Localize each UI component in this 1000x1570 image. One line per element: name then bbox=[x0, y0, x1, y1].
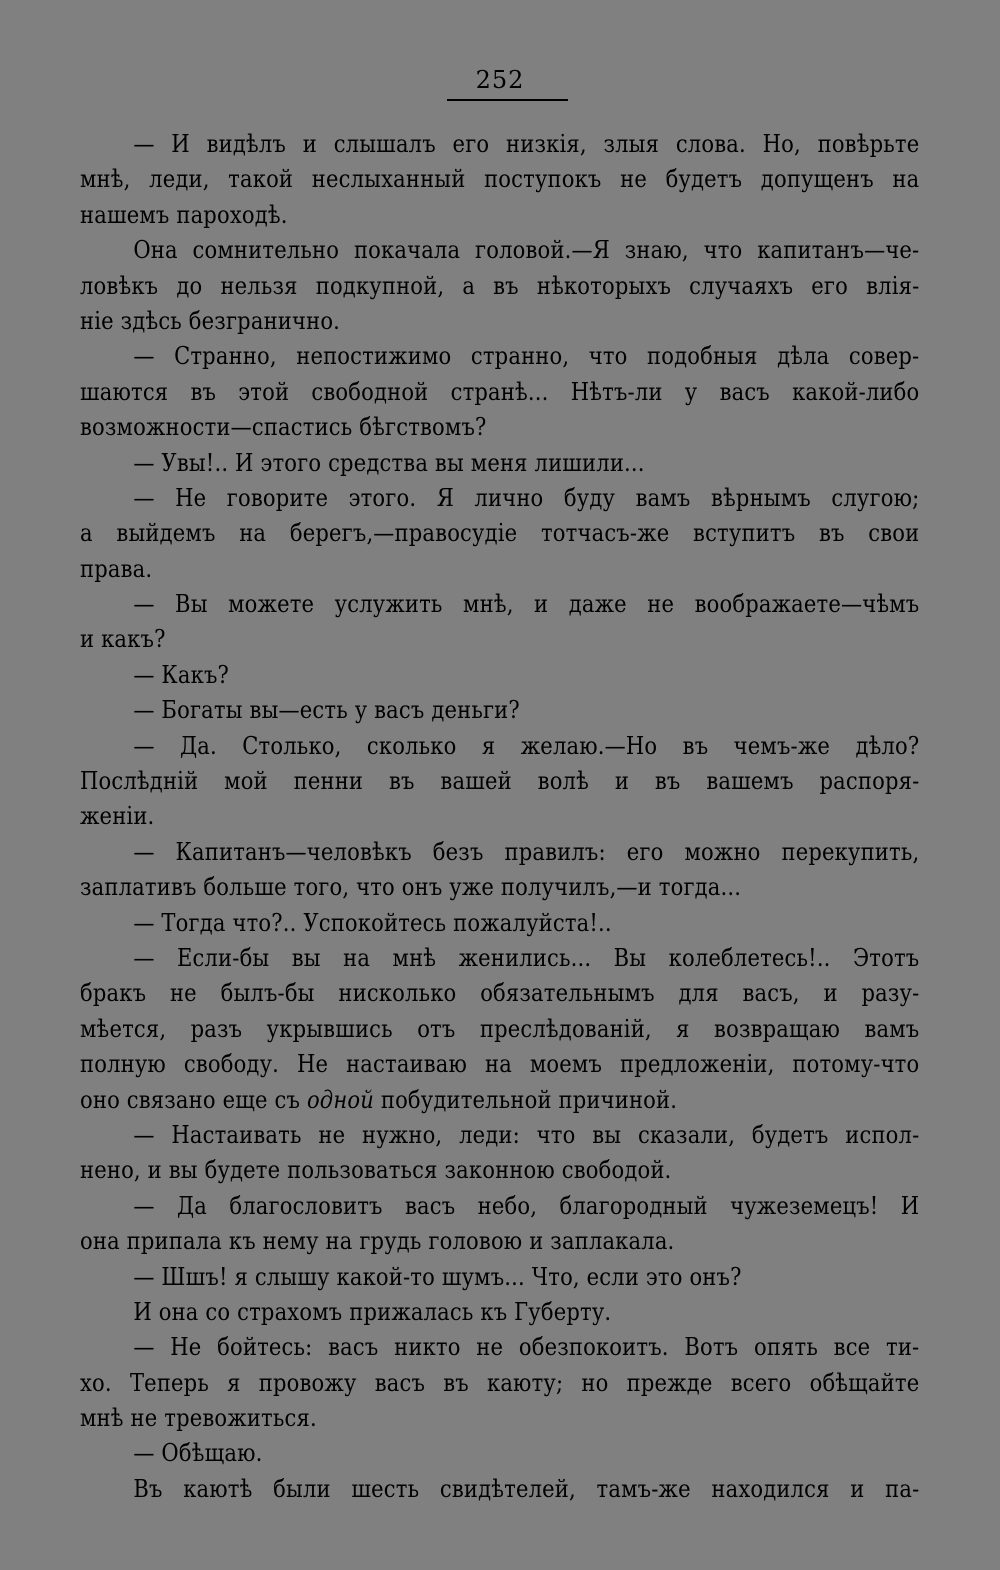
text-line: — Да благословитъ васъ небо, благородный чужеземецъ! И bbox=[133, 1190, 920, 1220]
text-line: — Увы!.. И этого средства вы меня лишили... bbox=[133, 447, 645, 477]
text-line: — Вы можете услужить мнѣ, и даже не воображаете—чѣмъ bbox=[133, 589, 920, 619]
text-line: и какъ? bbox=[80, 624, 166, 654]
header-rule bbox=[447, 99, 568, 101]
text-line: — Богаты вы—есть у васъ деньги? bbox=[133, 695, 520, 725]
text-line: возможности—спастись бѣгствомъ? bbox=[80, 412, 487, 442]
text-line: нено, и вы будете пользоваться законною свободой. bbox=[80, 1155, 672, 1185]
text-line: — Да. Столько, сколько я желаю.—Но въ чемъ-же дѣло? bbox=[133, 730, 920, 760]
text-line: шаются въ этой свободной странѣ... Нѣтъ-ли у васъ какой-либо bbox=[80, 376, 920, 406]
text-line: мнѣ, леди, такой неслыханный поступокъ не будетъ допущенъ на bbox=[80, 164, 920, 194]
text-line: — Капитанъ—человѣкъ безъ правилъ: его можно перекупить, bbox=[133, 836, 920, 866]
text-line: мнѣ не тревожиться. bbox=[80, 1403, 317, 1433]
text-segment: оно связано еще съ bbox=[80, 1084, 307, 1114]
text-line: ніе здѣсь безгранично. bbox=[80, 305, 341, 335]
text-line: И она со страхомъ прижалась къ Губерту. bbox=[133, 1296, 612, 1326]
text-line: права. bbox=[80, 553, 153, 583]
text-line: женіи. bbox=[80, 801, 155, 831]
text-line: нашемъ пароходѣ. bbox=[80, 199, 288, 229]
text-line: она припала къ нему на грудь головою и заплакала. bbox=[80, 1226, 675, 1256]
text-line: Въ каютѣ были шесть свидѣтелей, тамъ-же находился и па- bbox=[133, 1473, 920, 1503]
page-number: 252 bbox=[475, 66, 525, 94]
text-line: ловѣкъ до нельзя подкупной, а въ нѣкоторыхъ случаяхъ его влія- bbox=[80, 270, 920, 300]
text-line: Она сомнительно покачала головой.—Я знаю, что капитанъ—че- bbox=[133, 235, 920, 265]
text-line: хо. Теперь я провожу васъ въ каюту; но прежде всего обѣщайте bbox=[80, 1367, 920, 1397]
text-line: бракъ не былъ-бы нисколько обязательнымъ для васъ, и разу- bbox=[80, 978, 920, 1008]
text-line: — Если-бы вы на мнѣ женились... Вы колеблетесь!.. Этотъ bbox=[133, 942, 920, 972]
text-line: полную свободу. Не настаиваю на моемъ предложеніи, потому-что bbox=[80, 1049, 920, 1079]
text-line: заплативъ больше того, что онъ уже получилъ,—и тогда... bbox=[80, 872, 742, 902]
text-line: Послѣдній мой пенни въ вашей волѣ и въ вашемъ распоря- bbox=[80, 766, 920, 796]
text-line: — Странно, непостижимо странно, что подобныя дѣла совер- bbox=[133, 341, 920, 371]
text-line: — Не говорите этого. Я лично буду вамъ вѣрнымъ слугою; bbox=[133, 482, 920, 512]
text-line: — И видѣлъ и слышалъ его низкія, злыя слова. Но, повѣрьте bbox=[133, 129, 920, 158]
text-line: — Тогда что?.. Успокойтесь пожалуйста!.. bbox=[133, 907, 612, 937]
text-line: — Обѣщаю. bbox=[133, 1438, 263, 1468]
text-line: мѣется, разъ укрывшись отъ преслѣдованій, я возвращаю вамъ bbox=[80, 1013, 920, 1043]
text-line: — Не бойтесь: васъ никто не обезпокоитъ. Вотъ опять все ти- bbox=[133, 1332, 920, 1362]
text-line: — Настаивать не нужно, леди: что вы сказали, будетъ испол- bbox=[133, 1119, 920, 1149]
body-text bbox=[80, 126, 920, 1506]
text-line: — Шшъ! я слышу какой-то шумъ... Что, если это онъ? bbox=[133, 1261, 742, 1291]
text-line: а выйдемъ на берегъ,—правосудіе тотчасъ-же вступитъ въ свои bbox=[80, 518, 920, 548]
emphasized-word: одной bbox=[306, 1084, 374, 1114]
text-line bbox=[80, 1082, 919, 1117]
text-line: — Какъ? bbox=[133, 659, 230, 689]
text-segment: побудительной причиной. bbox=[373, 1084, 678, 1114]
